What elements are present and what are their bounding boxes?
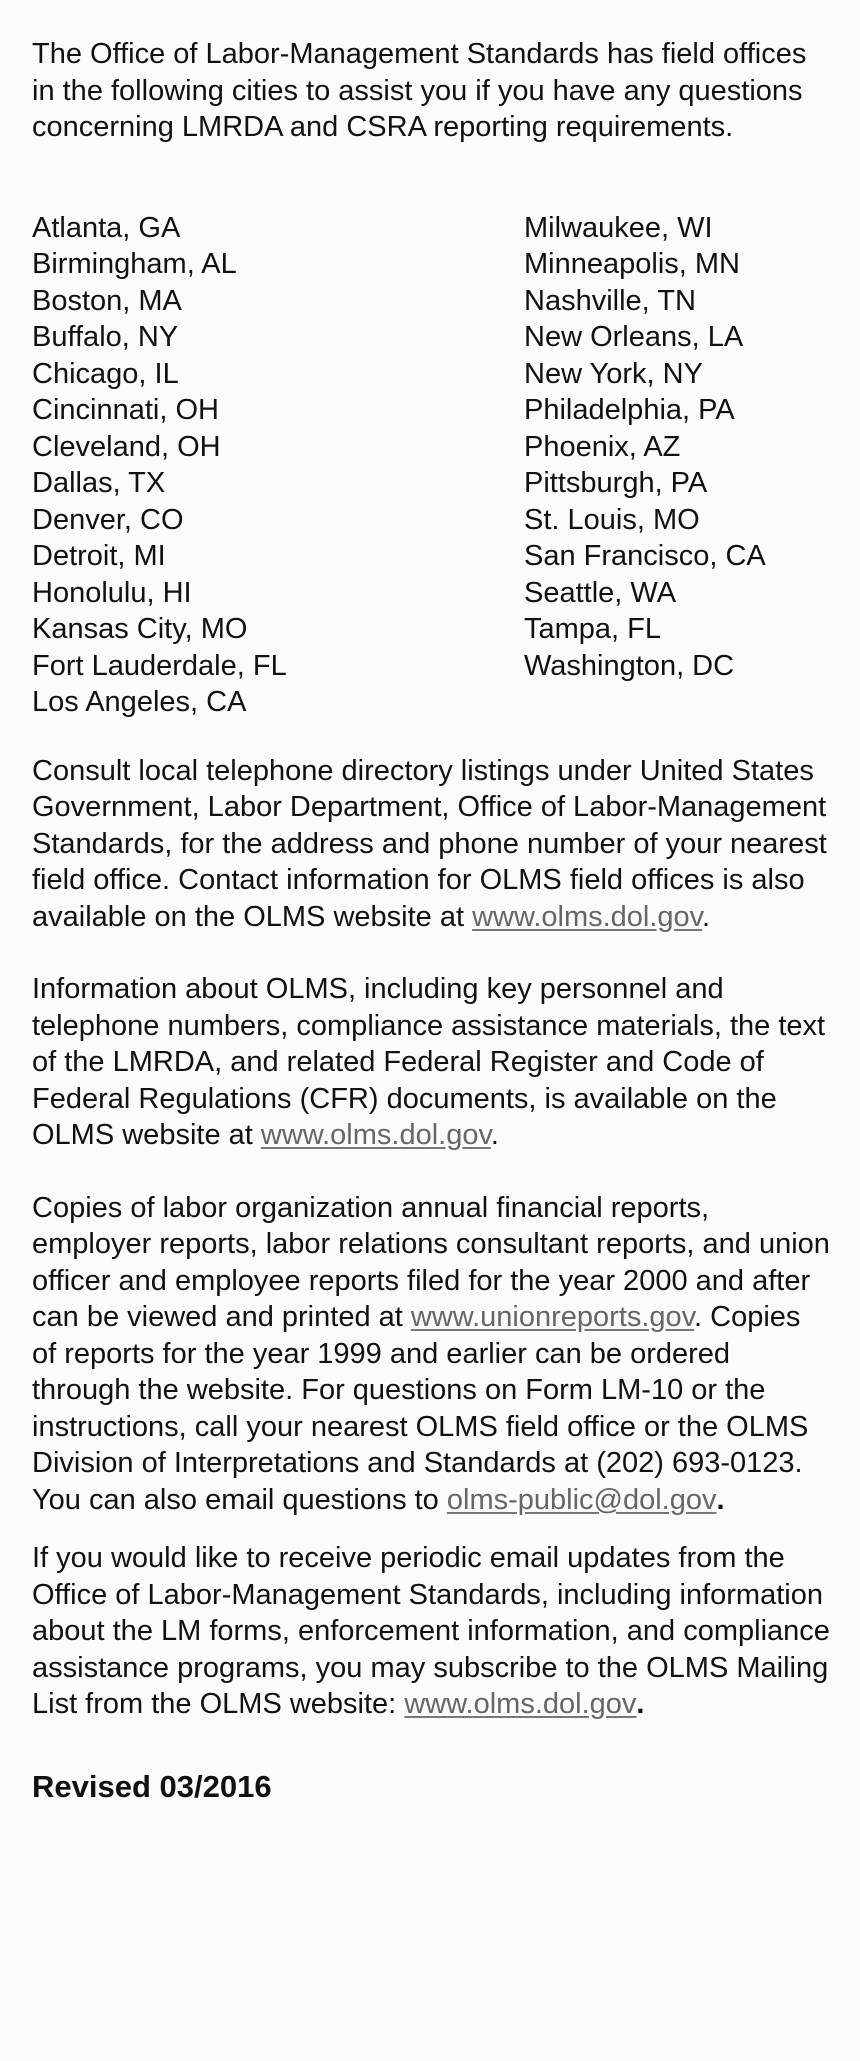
olms-website-link[interactable]: www.olms.dol.gov bbox=[260, 1119, 491, 1151]
olms-website-link[interactable]: www.olms.dol.gov bbox=[404, 1688, 637, 1720]
reports-text-continued: . Copies of reports for the year 1999 and earlier can be ordered through the website. For questions on Form LM-10 or the instructions, call your nearest OLMS field office or the OLMS Division of Interpretations and Standards at (202) 693-0123. You can also email questions to bbox=[32, 1301, 809, 1516]
unionreports-link[interactable]: www.unionreports.gov bbox=[410, 1301, 695, 1333]
city-item: Washington, DC bbox=[524, 649, 735, 682]
cities-right-column bbox=[524, 210, 832, 721]
city-item: St. Louis, MO bbox=[524, 503, 700, 536]
punctuation: . bbox=[636, 1688, 645, 1720]
punctuation: . bbox=[490, 1119, 499, 1151]
city-item: Dallas, TX bbox=[32, 467, 166, 499]
revision-date: Revised 03/2016 bbox=[32, 1768, 272, 1804]
city-item: Philadelphia, PA bbox=[524, 394, 735, 426]
city-item: New York, NY bbox=[524, 357, 703, 390]
olms-email-link[interactable]: olms-public@dol.gov bbox=[446, 1483, 717, 1516]
punctuation: . bbox=[702, 900, 711, 933]
directory-paragraph bbox=[32, 753, 832, 936]
city-item: San Francisco, CA bbox=[524, 540, 766, 572]
city-item: Cleveland, OH bbox=[32, 430, 221, 463]
city-item: Atlanta, GA bbox=[32, 211, 181, 244]
city-item: Birmingham, AL bbox=[32, 248, 237, 280]
city-item: Nashville, TN bbox=[524, 284, 696, 317]
city-item: Los Angeles, CA bbox=[32, 686, 247, 718]
city-item: Chicago, IL bbox=[32, 357, 179, 390]
city-item: New Orleans, LA bbox=[524, 321, 744, 353]
city-item: Fort Lauderdale, FL bbox=[32, 649, 287, 682]
document-page bbox=[32, 36, 832, 1807]
field-office-cities bbox=[32, 210, 832, 721]
city-item: Buffalo, NY bbox=[32, 321, 179, 353]
mailing-list-text: If you would like to receive periodic email updates from the Office of Labor-Management Standards, including information about the LM forms, enforcement information, and compliance assistance programs, you may subscribe to the OLMS Mailing List from the OLMS website: bbox=[32, 1542, 830, 1720]
city-item: Kansas City, MO bbox=[32, 613, 248, 645]
olms-website-link[interactable]: www.olms.dol.gov bbox=[472, 900, 703, 933]
reports-text: Copies of labor organization annual financial reports, employer reports, labor relations consultant reports, and union officer and employee reports filed for the year 2000 and after can be viewed and printed at bbox=[32, 1191, 830, 1333]
punctuation: . bbox=[716, 1483, 725, 1516]
city-item: Cincinnati, OH bbox=[32, 394, 219, 426]
city-item: Tampa, FL bbox=[524, 613, 661, 645]
city-item: Phoenix, AZ bbox=[524, 430, 681, 463]
city-item: Denver, CO bbox=[32, 503, 184, 536]
city-item: Seattle, WA bbox=[524, 576, 677, 609]
city-item: Detroit, MI bbox=[32, 540, 166, 572]
cities-left-column bbox=[32, 210, 524, 721]
intro-paragraph: The Office of Labor-Management Standards has field offices in the following cities to assist you if you have any questions concerning LMRDA and CSRA reporting requirements. bbox=[32, 38, 807, 143]
city-item: Honolulu, HI bbox=[32, 576, 192, 609]
reports-paragraph bbox=[32, 1190, 832, 1519]
city-item: Boston, MA bbox=[32, 284, 182, 317]
city-item: Milwaukee, WI bbox=[524, 211, 713, 244]
olms-info-text: Information about OLMS, including key personnel and telephone numbers, compliance assistance materials, the text of the LMRDA, and related Federal Register and Code of Federal Regulations (CFR) documents, is available on the OLMS website at bbox=[32, 973, 826, 1151]
olms-info-paragraph bbox=[32, 971, 832, 1154]
city-item: Pittsburgh, PA bbox=[524, 467, 708, 499]
mailing-list-paragraph bbox=[32, 1540, 832, 1723]
city-item: Minneapolis, MN bbox=[524, 248, 740, 280]
directory-text: Consult local telephone directory listings under United States Government, Labor Department, Office of Labor-Management Standards, for the address and phone number of your nearest field office. Contact information for OLMS field offices is also available on the OLMS website at bbox=[32, 754, 827, 933]
